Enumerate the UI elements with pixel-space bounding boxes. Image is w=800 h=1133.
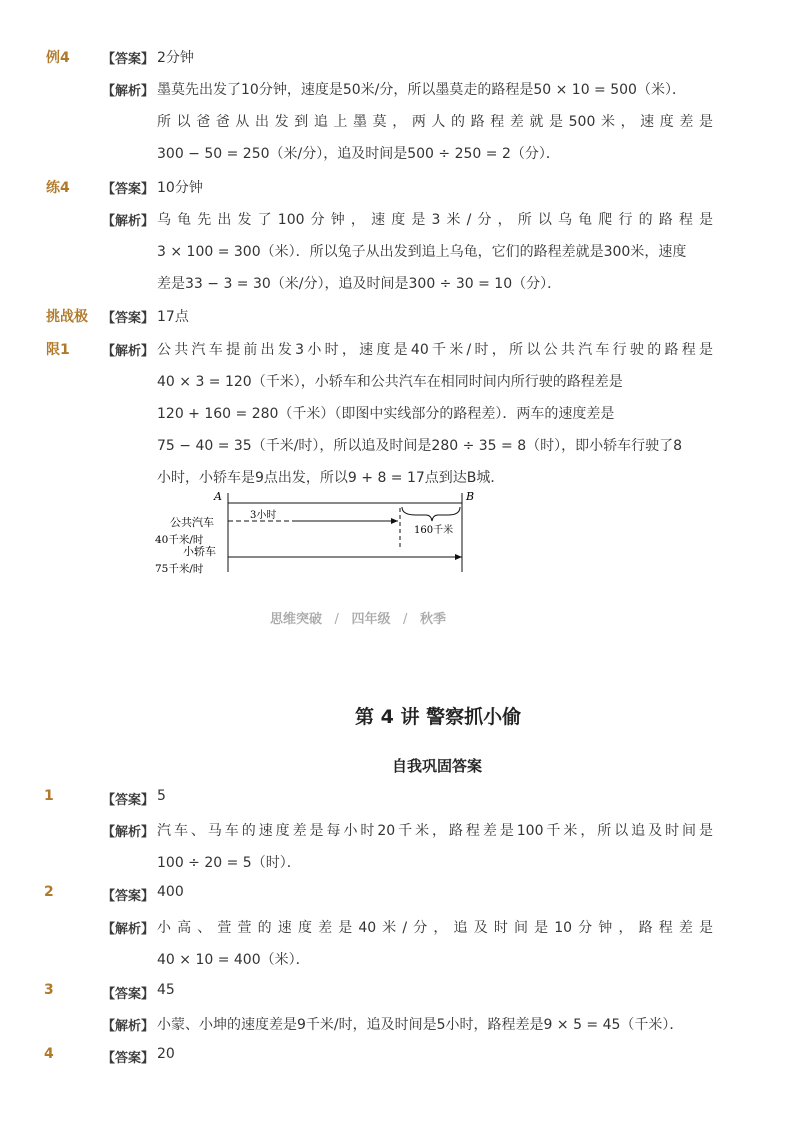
- footer-series: 思维突破: [270, 612, 323, 627]
- analysis-line: 差是33 − 3 = 30（米/分），追及时间是300 ÷ 30 = 10（分）．: [157, 276, 562, 292]
- answer-tag: 【答案】: [102, 182, 155, 197]
- answer-value: 400: [157, 884, 184, 900]
- answer-tag: 【答案】: [102, 889, 155, 904]
- analysis-line: 40 × 3 = 120（千米），小轿车和公共汽车在相同时间内所行驶的路程差是: [157, 374, 623, 390]
- analysis-line: 乌龟先出发了100分钟，速度是3米/分，所以乌龟爬行的路程是: [157, 212, 713, 228]
- analysis-line: 300 − 50 = 250（米/分），追及时间是500 ÷ 250 = 2（分）．: [157, 146, 560, 162]
- bus-label: 公共汽车: [170, 516, 214, 529]
- footer-grade: 四年级: [351, 612, 391, 627]
- bus-speed-label: 40千米/时: [155, 534, 204, 546]
- analysis-line: 小时，小轿车是9点出发，所以9 + 8 = 17点到达B城．: [157, 470, 505, 486]
- chase-diagram: [150, 488, 490, 578]
- analysis-line: 公共汽车提前出发3小时，速度是40千米/时，所以公共汽车行驶的路程是: [157, 342, 713, 358]
- analysis-line: 3 × 100 = 300（米）．所以兔子从出发到追上乌龟，它们的路程差就是300米，速度: [157, 244, 687, 260]
- answer-value: 20: [157, 1046, 175, 1062]
- answer-tag: 【答案】: [102, 793, 155, 808]
- practice-4-label: 练4: [46, 180, 70, 196]
- analysis-tag: 【解析】: [102, 344, 155, 359]
- gap-label: 160千米: [414, 525, 454, 536]
- analysis-line: 100 ÷ 20 = 5（时）．: [157, 855, 301, 871]
- analysis-line: 小高、萱萱的速度差是40米/分，追及时间是10分钟，路程差是: [157, 920, 713, 936]
- answer-value: 2分钟: [157, 50, 194, 66]
- analysis-tag: 【解析】: [102, 1019, 155, 1034]
- question-number: 1: [44, 788, 54, 804]
- answer-value: 10分钟: [157, 180, 203, 196]
- footer-separator: /: [334, 612, 339, 627]
- answer-tag: 【答案】: [102, 1051, 155, 1066]
- analysis-line: 40 × 10 = 400（米）．: [157, 952, 310, 968]
- point-b-label: B: [466, 490, 475, 503]
- question-number: 2: [44, 884, 54, 900]
- footer-separator: /: [403, 612, 408, 627]
- footer-term: 秋季: [419, 612, 446, 627]
- lecture-title: 第 4 讲 警察抓小偷: [355, 706, 522, 728]
- section-subtitle: 自我巩固答案: [392, 757, 483, 775]
- challenge-label-line2: 限1: [46, 342, 70, 358]
- car-label: 小轿车: [183, 545, 216, 558]
- analysis-line: 汽车、马车的速度差是每小时20千米，路程差是100千米，所以追及时间是: [157, 823, 713, 839]
- answer-value: 17点: [157, 309, 189, 325]
- question-number: 4: [44, 1046, 54, 1062]
- analysis-line: 墨莫先出发了10分钟，速度是50米/分，所以墨莫走的路程是50 × 10 = 500（米）．: [157, 82, 686, 98]
- answer-tag: 【答案】: [102, 52, 155, 67]
- analysis-tag: 【解析】: [102, 825, 155, 840]
- point-a-label: A: [214, 490, 222, 503]
- answer-value: 5: [157, 788, 166, 804]
- gap-brace: [402, 507, 460, 521]
- analysis-line: 120 + 160 = 280（千米）（即图中实线部分的路程差）．两车的速度差是: [157, 406, 615, 422]
- analysis-line: 75 − 40 = 35（千米/时），所以追及时间是280 ÷ 35 = 8（时），即小轿车行驶了8: [157, 438, 683, 454]
- analysis-tag: 【解析】: [102, 84, 155, 99]
- hours-label: 3小时: [250, 510, 277, 521]
- analysis-tag: 【解析】: [102, 922, 155, 937]
- analysis-tag: 【解析】: [102, 214, 155, 229]
- footer: [270, 608, 446, 627]
- answer-tag: 【答案】: [102, 987, 155, 1002]
- challenge-label: 挑战极: [46, 309, 88, 325]
- example-4-label: 例4: [46, 50, 70, 66]
- answer-value: 45: [157, 982, 175, 998]
- answer-tag: 【答案】: [102, 311, 155, 326]
- question-number: 3: [44, 982, 54, 998]
- analysis-line: 小蒙、小坤的速度差是9千米/时，追及时间是5小时，路程差是9 × 5 = 45（千米）．: [157, 1017, 684, 1033]
- analysis-line: 所以爸爸从出发到追上墨莫，两人的路程差就是500米，速度差是: [157, 114, 713, 130]
- car-speed-label: 75千米/时: [155, 563, 204, 575]
